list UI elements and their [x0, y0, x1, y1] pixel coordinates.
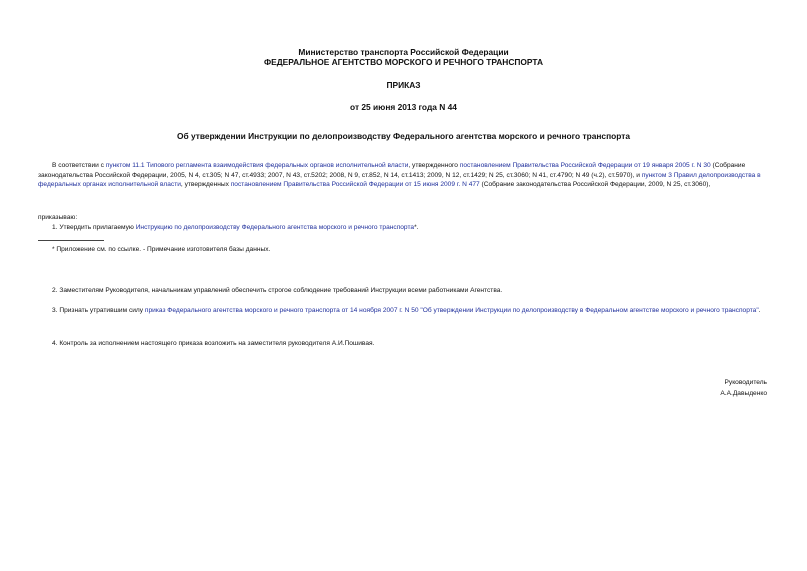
footnote: * Приложение см. по ссылке. - Примечание изготовителя базы данных.	[52, 246, 271, 253]
link-government-decree-30[interactable]: постановлением Правительства Российской Федерации от 19 января 2005 г. N 30	[459, 162, 711, 169]
signature-name: А.А.Давыденко	[720, 390, 767, 397]
document-type: ПРИКАЗ	[386, 80, 421, 90]
order-word: приказываю:	[38, 214, 78, 221]
link-typical-regulation[interactable]: пунктом 11.1 Типового регламента взаимодействия федеральных органов исполнительной власти	[105, 162, 409, 169]
preamble-text-1: В соответствии с	[52, 162, 106, 169]
item-2: 2. Заместителям Руководителя, начальникам управлений обеспечить строгое соблюдение требований Инструкции всеми работниками Агентства.	[52, 287, 503, 294]
link-government-decree-477[interactable]: постановлением Правительства Российской Федерации от 15 июня 2009 г. N 477	[230, 181, 480, 189]
link-paperwork-rules[interactable]: пунктом 3 Правил делопроизводства в федеральных органах исполнительной власти	[38, 171, 761, 189]
item-1-text: 1. Утвердить прилагаемую	[52, 224, 136, 231]
ministry-name: Министерство транспорта Российской Федерации	[298, 47, 509, 57]
item-3-text: 3. Признать утратившим силу	[52, 307, 145, 314]
preamble-text-3: (Собрание законодательства Российской Федерации, 2005, N 4, ст.305; N 47, ст.4933; 2007, N 43, ст.5202; 2008, N 9, ст.852, N 14, ст.1413; 2009, N 12, ст.1429; N 25, ст.3060; N 41, ст.4790; N 49 (ч.2), ст.5970), и	[38, 162, 746, 179]
preamble-paragraph	[38, 161, 769, 190]
item-3-end: .	[758, 307, 761, 314]
link-repealed-order[interactable]: приказ Федерального агентства морского и речного транспорта от 14 ноября 2007 г. N 50 "Об утверждении Инструкции по делопроизводству в Федеральном агентстве морского и речного транспорта"	[144, 307, 759, 314]
document-date: от 25 июня 2013 года N 44	[350, 102, 457, 112]
preamble-text-4: , утвержденных	[180, 181, 231, 189]
link-instruction[interactable]: Инструкцию по делопроизводству Федерального агентства морского и речного транспорта	[135, 224, 415, 231]
item-1-footnote-mark: *.	[414, 224, 419, 231]
preamble-text-5: (Собрание законодательства Российской Федерации, 2009, N 25, ст.3060),	[479, 181, 711, 189]
signature-position: Руководитель	[724, 379, 767, 386]
preamble-text-2: , утвержденного	[408, 162, 460, 169]
agency-name: ФЕДЕРАЛЬНОЕ АГЕНТСТВО МОРСКОГО И РЕЧНОГО ТРАНСПОРТА	[263, 57, 544, 67]
item-4: 4. Контроль за исполнением настоящего приказа возложить на заместителя руководителя А.И.Пошивая.	[52, 340, 375, 347]
footnote-divider	[38, 240, 104, 241]
item-1	[52, 223, 769, 233]
document-title: Об утверждении Инструкции по делопроизводству Федерального агентства морского и речного транспорта	[176, 131, 631, 141]
item-3	[38, 306, 769, 316]
